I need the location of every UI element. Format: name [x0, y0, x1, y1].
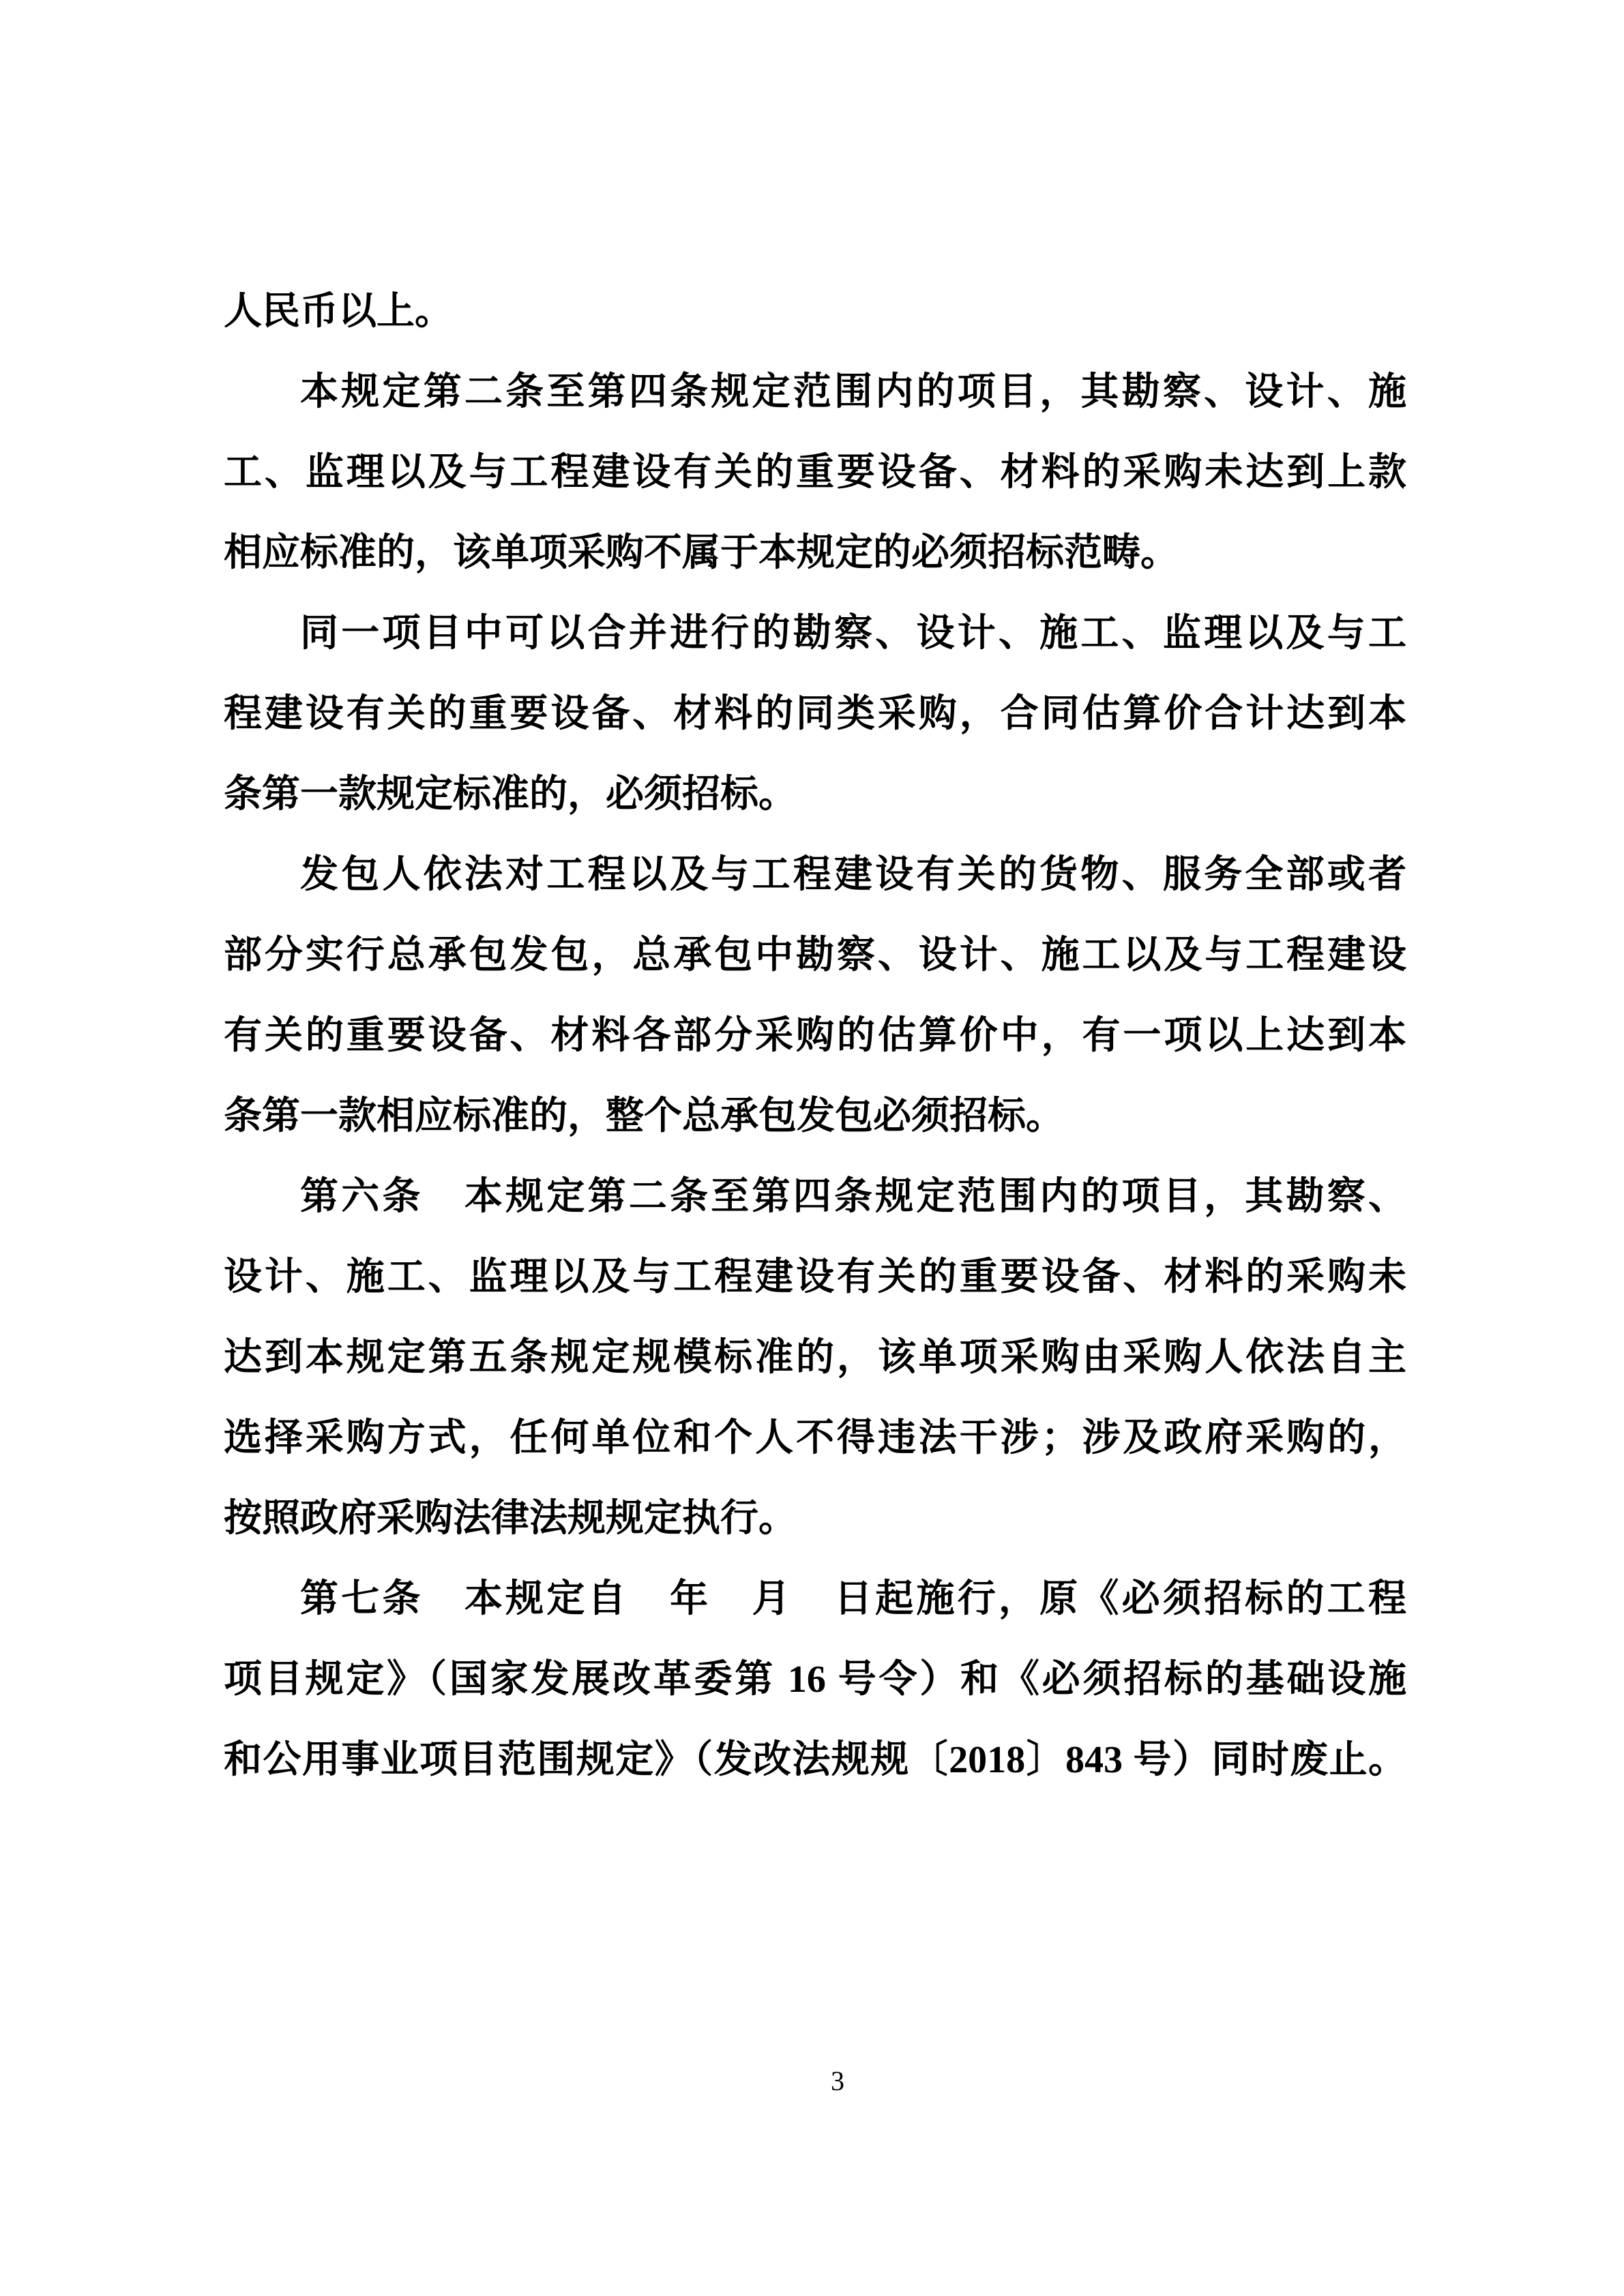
text-line: 按照政府采购法律法规规定执行。 [224, 1497, 797, 1540]
text-line: 本规定第二条至第四条规定范围内的项目，其勘察、设计、施 [300, 371, 1406, 413]
text-line: 和公用事业项目范围规定》（发改法规规〔2018〕843 号）同时废止。 [224, 1739, 1406, 1781]
text-line: 程建设有关的重要设备、材料的同类采购，合同估算价合计达到本 [224, 693, 1406, 735]
text-line: 有关的重要设备、材料各部分采购的估算价中，有一项以上达到本 [224, 1015, 1406, 1057]
text-line: 部分实行总承包发包，总承包中勘察、设计、施工以及与工程建设 [224, 934, 1406, 976]
text-line: 选择采购方式，任何单位和个人不得违法干涉；涉及政府采购的， [224, 1417, 1406, 1459]
text-line: 第六条 本规定第二条至第四条规定范围内的项目，其勘察、 [300, 1176, 1406, 1218]
text-line: 工、监理以及与工程建设有关的重要设备、材料的采购未达到上款 [224, 451, 1406, 494]
text-line: 相应标准的，该单项采购不属于本规定的必须招标范畴。 [224, 532, 1179, 574]
page-number: 3 [831, 2066, 844, 2096]
text-line: 条第一款相应标准的，整个总承包发包必须招标。 [224, 1095, 1064, 1137]
text-line: 同一项目中可以合并进行的勘察、设计、施工、监理以及与工 [300, 612, 1406, 655]
text-line: 人民币以上。 [224, 290, 453, 333]
text-line: 达到本规定第五条规定规模标准的，该单项采购由采购人依法自主 [224, 1337, 1406, 1379]
document-body-text [224, 271, 1406, 1800]
text-line: 第七条 本规定自 年 月 日起施行，原《必须招标的工程 [300, 1578, 1406, 1620]
text-line: 设计、施工、监理以及与工程建设有关的重要设备、材料的采购未 [224, 1256, 1406, 1298]
text-line: 发包人依法对工程以及与工程建设有关的货物、服务全部或者 [300, 854, 1406, 896]
text-line: 项目规定》（国家发展改革委第 16 号令）和《必须招标的基础设施 [224, 1658, 1406, 1701]
text-line: 条第一款规定标准的，必须招标。 [224, 773, 797, 816]
